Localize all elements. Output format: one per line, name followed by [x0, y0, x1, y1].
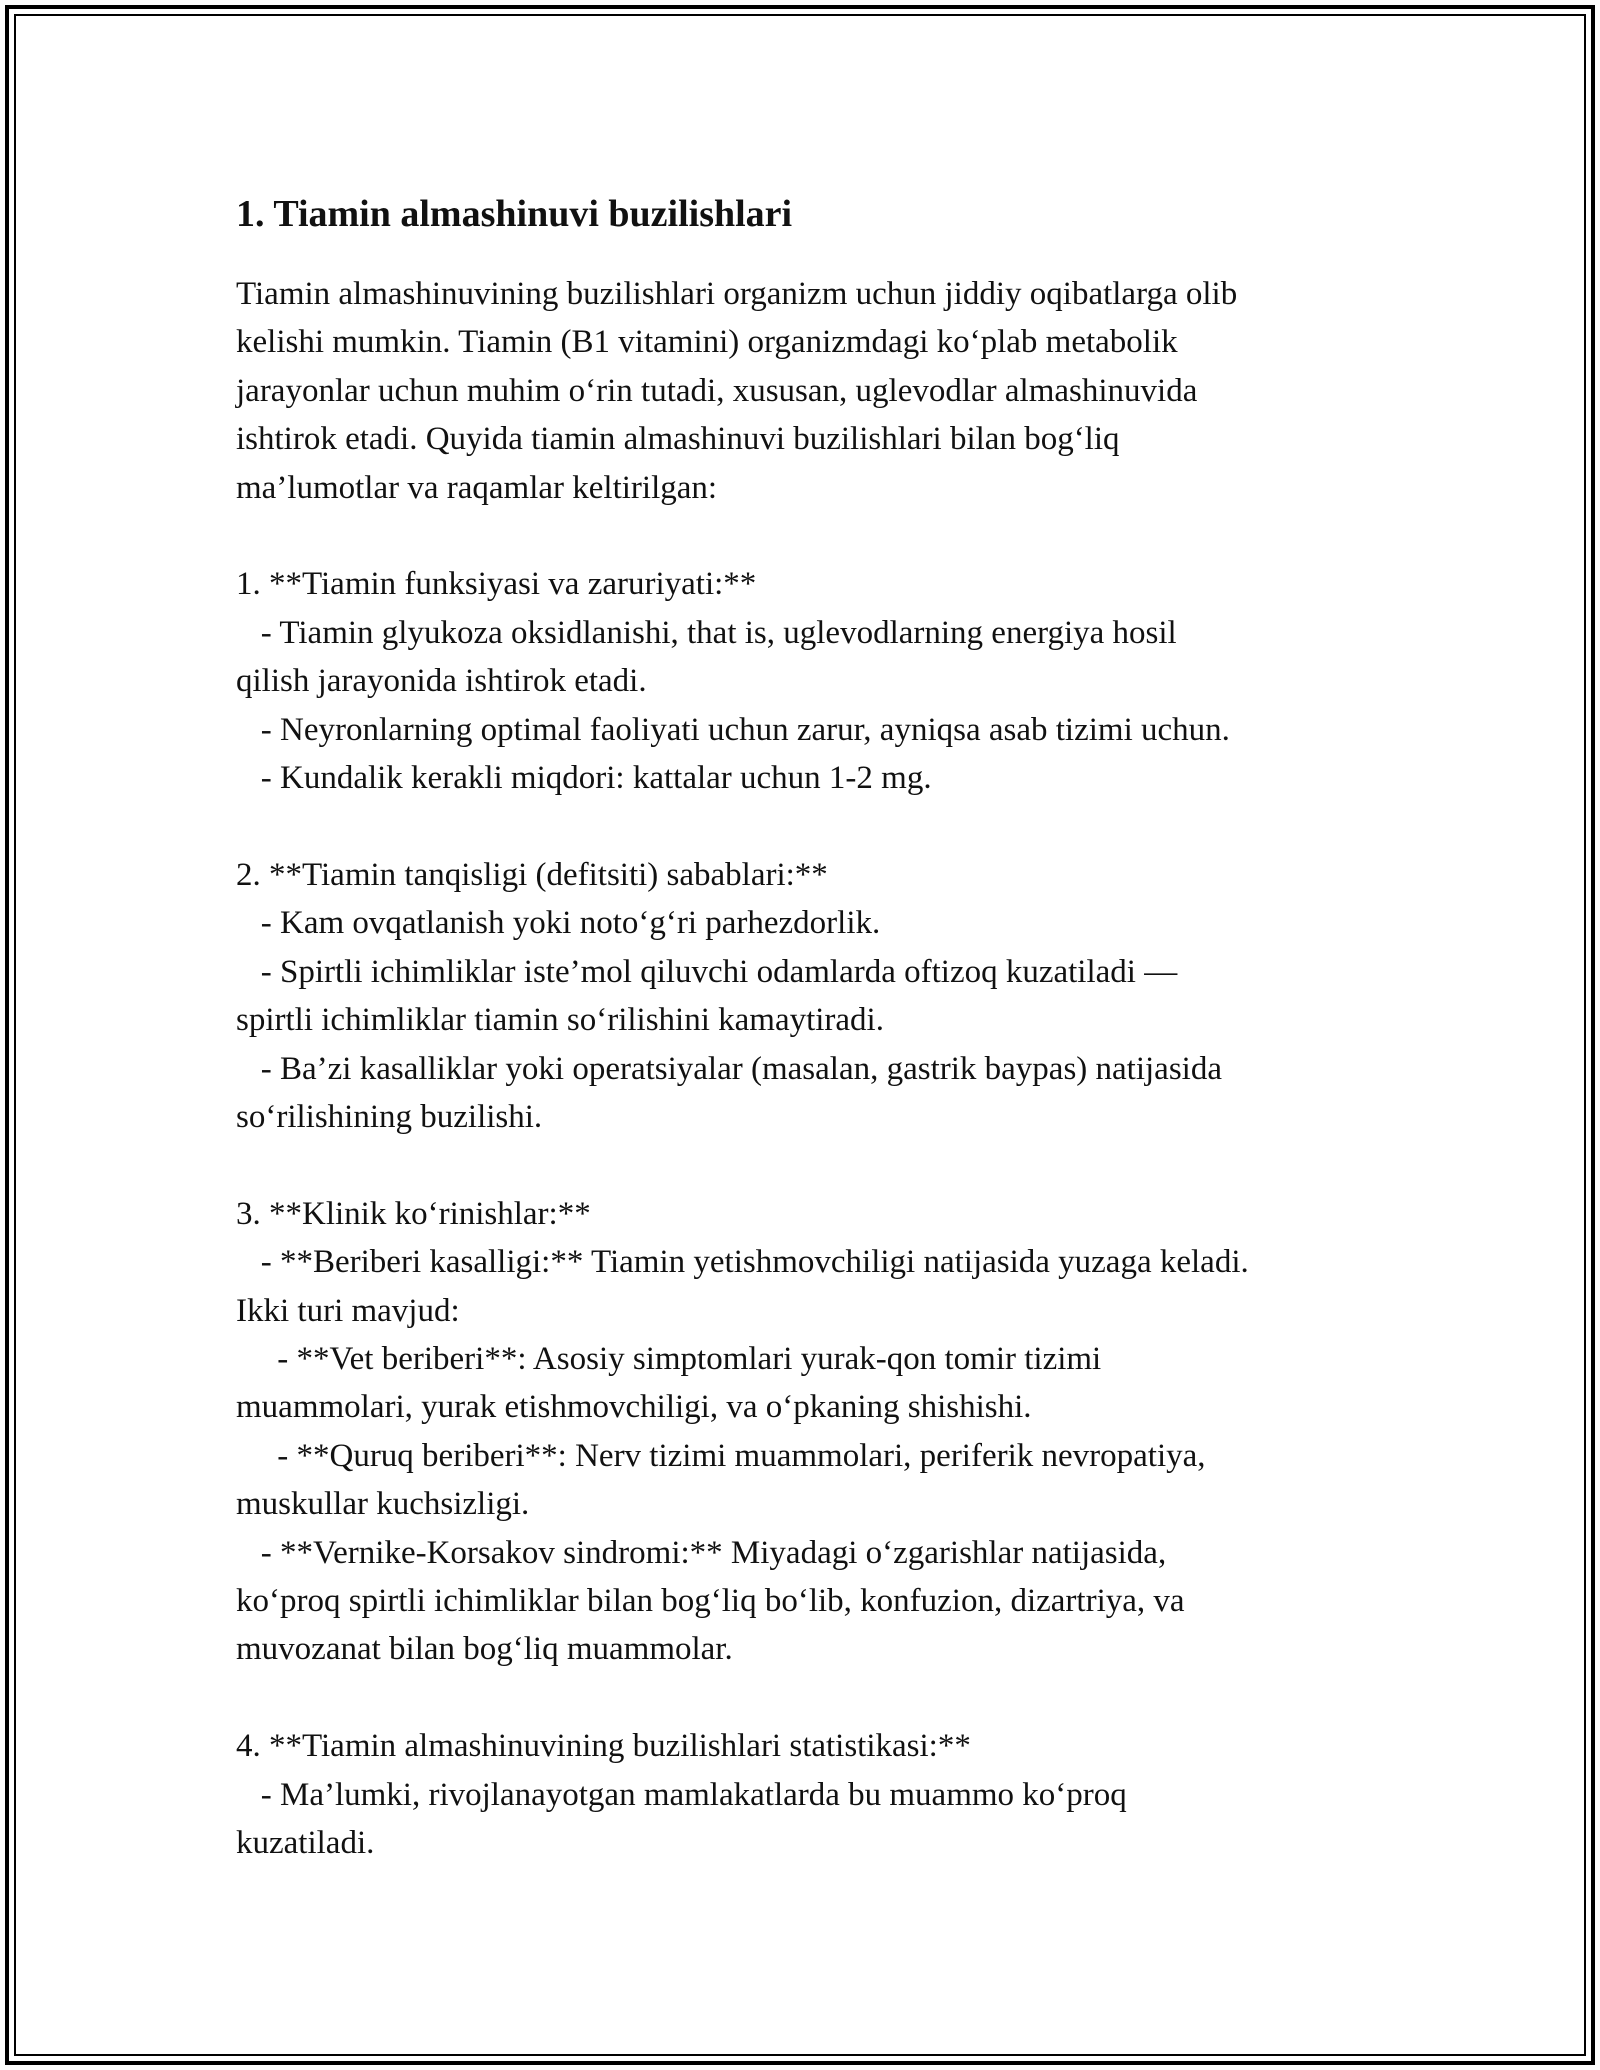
section-3: 3. **Klinik ko‘rinishlar:** - **Beriberi kasalligi:** Tiamin yetishmovchiligi natijasida yuzaga keladi. Ikki turi mavjud: - **Vet beriberi**: Asosiy simptomlari yurak-qon tomir tizimi muammolari, yurak etishmovchiligi, va o‘pkaning shishishi. - **Quruq beriberi**: Nerv tizimi muammolari, periferik nevropatiya, muskullar kuchsizligi. - **Vernike-Korsakov sindromi:** Miyadagi o‘zgarishlar natijasida, ko‘proq spirtli ichimliklar bilan bog‘liq bo‘lib, konfuzion, dizartriya, va muvozanat bilan bog‘liq muammolar.	[236, 1195, 1249, 1668]
document-page	[236, 186, 1416, 1867]
intro-paragraph: Tiamin almashinuvining buzilishlari organizm uchun jiddiy oqibatlarga olib kelishi mumkin. Tiamin (B1 vitamini) organizmdagi ko‘plab metabolik jarayonlar uchun muhim o‘rin tutadi, xususan, uglevodlar almashinuvida ishtirok etadi. Quyida tiamin almashinuvi buzilishlari bilan bog‘liq ma’lumotlar va raqamlar keltirilgan:	[236, 276, 1238, 506]
section-1: 1. **Tiamin funksiyasi va zaruriyati:** - Tiamin glyukoza oksidlanishi, that is, uglevodlarning energiya hosil qilish jarayonida ishtirok etadi. - Neyronlarning optimal faoliyati uchun zarur, ayniqsa asab tizimi uchun. - Kundalik kerakli miqdori: kattalar uchun 1-2 mg.	[236, 566, 1230, 797]
document-title: 1. Tiamin almashinuvi buzilishlari	[236, 193, 793, 235]
spacer	[236, 1141, 1416, 1189]
section-4: 4. **Tiamin almashinuvining buzilishlari statistikasi:** - Ma’lumki, rivojlanayotgan mamlakatlarda bu muammo ko‘proq kuzatiladi.	[236, 1728, 1127, 1861]
section-2: 2. **Tiamin tanqisligi (defitsiti) sabablari:** - Kam ovqatlanish yoki noto‘g‘ri parhezdorlik. - Spirtli ichimliklar iste’mol qiluvchi odamlarda oftizoq kuzatiladi — spirtli ichimliklar tiamin so‘rilishini kamaytiradi. - Ba’zi kasalliklar yoki operatsiyalar (masalan, gastrik baypas) natijasida so‘rilishining buzilishi.	[236, 856, 1222, 1135]
spacer	[236, 802, 1416, 850]
spacer	[236, 1674, 1416, 1722]
spacer	[236, 512, 1416, 560]
